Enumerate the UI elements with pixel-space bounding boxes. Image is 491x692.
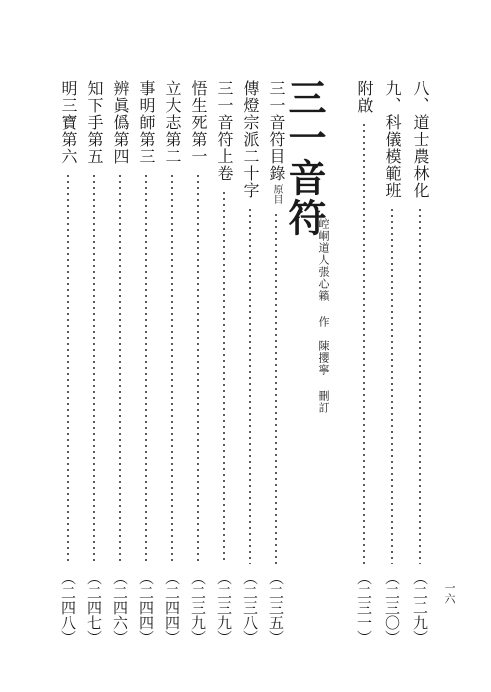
section-credits: 崆峒道人張心籟 作 陳攖寧 刪訂 <box>317 218 330 414</box>
toc-entry <box>160 80 184 645</box>
toc-entry-page: （二三九） <box>215 570 233 645</box>
toc-entry-title: 知下手第五 <box>85 80 104 165</box>
toc-entry-title: 事明師第三 <box>137 80 156 165</box>
toc-entry-page: （二二九） <box>411 570 429 645</box>
toc-entry-title: 傳燈宗派二十字 <box>241 80 260 199</box>
section-title: 三一音符 <box>282 78 327 238</box>
toc-entry <box>82 80 106 645</box>
toc-entry-title: 立大志第二 <box>163 80 182 165</box>
toc-entry <box>380 80 404 645</box>
toc-entry-title: 悟生死第一 <box>189 80 208 165</box>
toc-entry-page: （二四四） <box>163 570 181 645</box>
leader-dots <box>419 207 421 564</box>
toc-entry-page: （二三九） <box>189 570 207 645</box>
leader-dots <box>67 173 69 564</box>
toc-entry-page: （二四八） <box>59 570 77 645</box>
toc-entry-page: （二四六） <box>111 570 129 645</box>
toc-entry-title: 九、科儀模範班 <box>383 80 402 199</box>
toc-entry-page: （二四四） <box>137 570 155 645</box>
leader-dots <box>363 122 365 564</box>
toc-entry-title: 三一音符上卷 <box>215 80 234 182</box>
page-number: 一六 <box>443 582 456 604</box>
toc-entry-note: 原目 <box>271 184 282 204</box>
toc-entry <box>408 80 432 645</box>
toc-entry-page: （二三五） <box>267 570 285 645</box>
leader-dots <box>223 190 225 564</box>
leader-dots <box>249 207 251 564</box>
toc-entry-title: 附啟 <box>355 80 374 114</box>
leader-dots <box>119 173 121 564</box>
toc-entry-page: （二三一） <box>355 570 373 645</box>
toc-entry-title: 辨眞僞第四 <box>111 80 130 165</box>
toc-entry <box>186 80 210 645</box>
toc-entry-title: 八、道士農林化 <box>411 80 430 199</box>
leader-dots <box>275 212 277 564</box>
toc-entry <box>264 80 288 645</box>
toc-entry <box>56 80 80 645</box>
toc-entry <box>108 80 132 645</box>
toc-entry-title: 三一音符目錄 <box>267 80 286 182</box>
toc-entry-page: （二三〇） <box>383 570 401 645</box>
leader-dots <box>171 173 173 564</box>
toc-entry <box>352 80 376 645</box>
toc-entry-page: （二三八） <box>241 570 259 645</box>
toc-entry-title: 明三寶第六 <box>59 80 78 165</box>
leader-dots <box>93 173 95 564</box>
leader-dots <box>145 173 147 564</box>
toc-entry-page: （二四七） <box>85 570 103 645</box>
leader-dots <box>391 207 393 564</box>
toc-entry <box>212 80 236 645</box>
toc-entry <box>238 80 262 645</box>
toc-entry <box>134 80 158 645</box>
leader-dots <box>197 173 199 564</box>
